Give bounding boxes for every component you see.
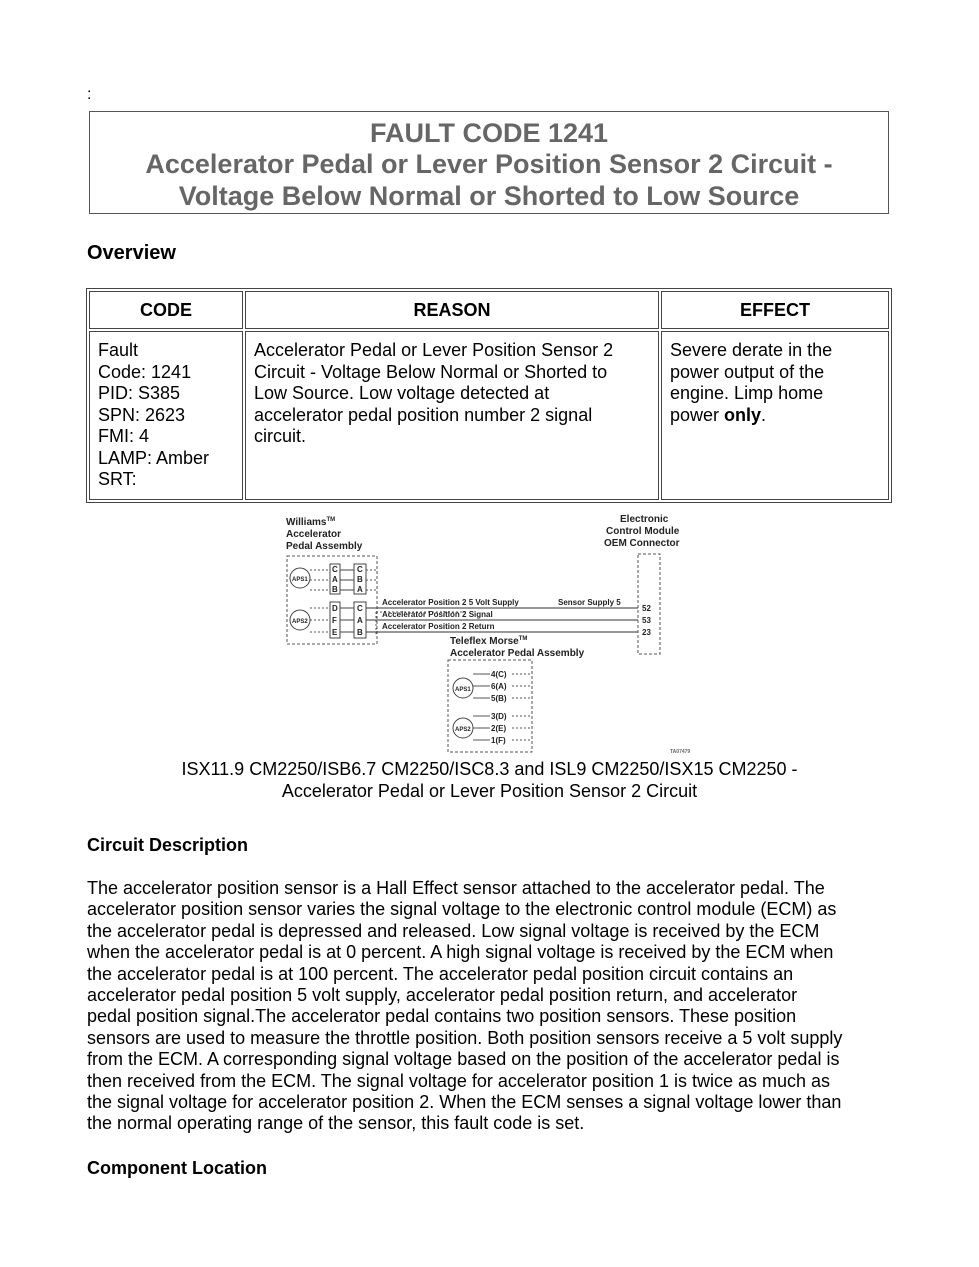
sensor-leads (310, 570, 330, 632)
caption-line: Accelerator Pedal or Lever Position Sensor 2 Circuit (281, 781, 698, 801)
right-pin: C (357, 565, 363, 574)
paragraph-line: sensors are used to measure the throttle position. Both position sensors receive a 5 volt supply (87, 1027, 843, 1048)
effect-emphasis: only (724, 404, 762, 425)
caption-line: ISX11.9 CM2250/ISB6.7 CM2250/ISC8.3 and ISL9 CM2250/ISX15 CM2250 - (181, 759, 798, 779)
ecm-label-line2: Control Module (606, 526, 680, 537)
code-column-header: CODE (89, 291, 243, 329)
overview-heading: Overview (87, 242, 176, 264)
effect-prefix: power (670, 404, 725, 425)
paragraph-line: the normal operating range of the sensor, this fault code is set. (87, 1113, 585, 1134)
aps2-label: APS2 (292, 619, 308, 625)
code-line: Code: 1241 (98, 361, 192, 382)
teleflex-aps2-label: APS2 (455, 727, 471, 733)
ecm-label-line3: OEM Connector (604, 538, 680, 549)
effect-line: Severe derate in the (670, 340, 833, 360)
code-line: SRT: (98, 469, 137, 489)
teleflex-pin: 3(D) (491, 712, 507, 721)
effect-column-header: EFFECT (661, 291, 889, 329)
paragraph-line: then received from the ECM. The signal voltage for accelerator position 1 is twice as much as (87, 1070, 831, 1091)
ecm-pin: 52 (642, 604, 651, 613)
paragraph-line: when the accelerator pedal is at 0 percent. A high signal voltage is received by the ECM when (87, 942, 834, 963)
circuit-description-text (87, 878, 897, 1135)
reason-line: Low Source. Low voltage detected at (254, 383, 550, 403)
teleflex-pin: 1(F) (491, 736, 506, 745)
reason-line: Circuit - Voltage Below Normal or Shorted to (254, 361, 608, 382)
paragraph-line: accelerator pedal position 5 volt supply, accelerator pedal position return, and accelerator (87, 985, 798, 1006)
effect-line: engine. Limp home (670, 383, 824, 403)
right-pin: C (357, 604, 363, 613)
paragraph-line: the accelerator pedal is depressed and released. Low signal voltage is received by the ECM (87, 920, 820, 941)
code-line: PID: S385 (98, 383, 181, 403)
ecm-pin: 23 (642, 628, 651, 637)
teleflex-out-leads (512, 674, 530, 740)
teleflex-pin: 6(A) (491, 682, 507, 691)
aps1-wires (366, 570, 378, 590)
right-pin: B (357, 628, 363, 637)
overview-header-row (89, 291, 889, 329)
left-pin: B (332, 585, 338, 594)
paragraph-line: pedal position signal.The accelerator pedal contains two position sensors. These position (87, 1006, 797, 1027)
teleflex-leads (473, 674, 490, 740)
effect-line (670, 405, 880, 427)
reason-column-header: REASON (245, 291, 659, 329)
code-line: SPN: 2623 (98, 404, 186, 425)
reason-line: Accelerator Pedal or Lever Position Sensor 2 (254, 340, 614, 360)
paragraph-line: accelerator position sensor varies the signal voltage to the electronic control module (ECM) as (87, 899, 837, 920)
page-colon: : (87, 86, 92, 103)
paragraph-line: The accelerator position sensor is a Hall Effect sensor attached to the accelerator pedal. The (87, 878, 825, 898)
effect-line: power output of the (670, 361, 825, 382)
circuit-description-heading: Circuit Description (87, 835, 249, 855)
reason-line: accelerator pedal position number 2 signal (254, 404, 593, 425)
teleflex-aps1-label: APS1 (455, 687, 471, 693)
left-pin: C (332, 565, 338, 574)
left-pin: D (332, 604, 338, 613)
aps1-label: APS1 (292, 577, 308, 583)
williams-accelerator-label: Accelerator (286, 529, 342, 540)
wire-label-supply: Accelerator Position 2 5 Volt Supply (382, 598, 519, 607)
code-cell (89, 331, 243, 500)
code-line: Fault (98, 340, 139, 360)
effect-suffix: . (761, 404, 767, 425)
paragraph-line: the accelerator pedal is at 100 percent. The accelerator pedal position circuit contains an (87, 963, 794, 984)
diagram-caption (87, 758, 892, 802)
paragraph-line: from the ECM. A corresponding signal voltage based on the position of the accelerator pedal is (87, 1049, 840, 1070)
sensor-supply-label: Sensor Supply 5 (558, 598, 621, 607)
williams-label: Williams™ (286, 517, 336, 528)
right-pin: A (357, 616, 363, 625)
teleflex-assembly-label: Accelerator Pedal Assembly (450, 648, 585, 659)
left-pin: F (332, 616, 337, 625)
reason-line: circuit. (254, 426, 307, 446)
component-location-heading: Component Location (87, 1158, 267, 1178)
fault-code-title-box (89, 111, 889, 214)
diagram-reference: TA07479 (670, 749, 691, 755)
fault-code-subtitle-line2: Voltage Below Normal or Shorted to Low Source (178, 181, 800, 211)
fault-code-subtitle-line1: Accelerator Pedal or Lever Position Sensor 2 Circuit - (145, 149, 833, 179)
reason-cell (245, 331, 659, 500)
right-pin: B (357, 575, 363, 584)
wire-label-return: Accelerator Position 2 Return (382, 622, 495, 631)
ecm-label-line1: Electronic (620, 514, 669, 525)
teleflex-pin: 2(E) (491, 724, 507, 733)
effect-cell (661, 331, 889, 500)
left-pin: E (332, 628, 338, 637)
teleflex-pin: 5(B) (491, 694, 507, 703)
overview-table (86, 288, 892, 503)
overview-data-row (89, 331, 889, 500)
fault-code-title: FAULT CODE 1241 (369, 118, 609, 148)
paragraph-line: the signal voltage for accelerator position 2. When the ECM senses a signal voltage lower than (87, 1092, 842, 1113)
teleflex-label: Teleflex Morse™ (450, 636, 528, 647)
ecm-pin: 53 (642, 616, 651, 625)
left-pin: A (332, 575, 338, 584)
code-line: LAMP: Amber (98, 447, 210, 468)
pin-arrows (340, 570, 354, 632)
circuit-diagram (280, 508, 700, 756)
right-pin: A (357, 585, 363, 594)
code-line: FMI: 4 (98, 426, 150, 446)
teleflex-pin: 4(C) (491, 670, 507, 679)
wire-label-signal: Accelerator Position 2 Signal (382, 610, 493, 619)
williams-pedal-assembly-label: Pedal Assembly (286, 541, 363, 552)
